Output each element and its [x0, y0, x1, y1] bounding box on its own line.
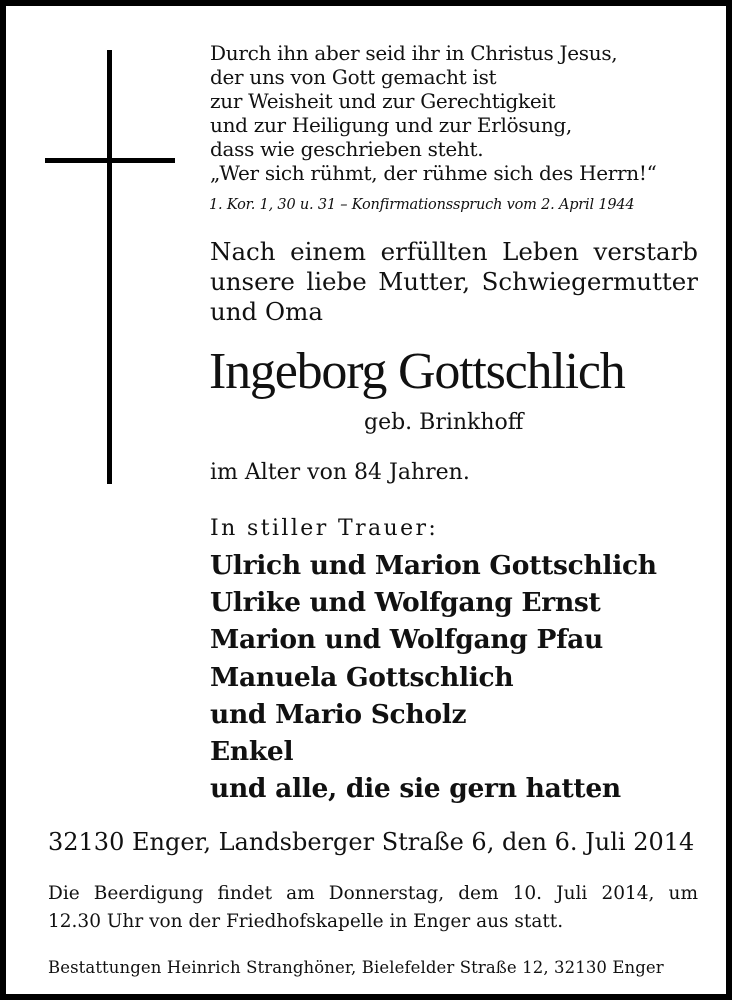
- verse-line: und zur Heiligung und zur Erlösung,: [210, 113, 572, 137]
- verse-line: Durch ihn aber seid ihr in Christus Jesus,: [210, 41, 618, 65]
- mourner-entry: Manuela Gottschlich: [210, 661, 514, 693]
- funeral-line: 12.30 Uhr von der Friedhofskapelle in Enger aus statt.: [48, 911, 564, 932]
- mourners-list: [210, 547, 657, 807]
- mourner-entry: und Mario Scholz: [210, 698, 467, 730]
- announcement-intro: [210, 237, 698, 327]
- cross-icon: [107, 50, 112, 484]
- maiden-name: geb. Brinkhoff: [364, 410, 524, 435]
- deceased-name: Ingeborg Gottschlich: [209, 343, 625, 400]
- mourner-entry: Marion und Wolfgang Pfau: [210, 624, 604, 656]
- verse-line: dass wie geschrieben steht.: [210, 137, 484, 161]
- bible-verse: [210, 41, 657, 185]
- funeral-info: [48, 880, 698, 936]
- undertaker-info: Bestattungen Heinrich Stranghöner, Bielefelder Straße 12, 32130 Enger: [48, 958, 664, 977]
- mourner-entry: Ulrich und Marion Gottschlich: [210, 550, 657, 581]
- cross-icon-crossbar: [45, 158, 175, 163]
- intro-line: und Oma: [210, 297, 323, 326]
- verse-reference: 1. Kor. 1, 30 u. 31 – Konfirmationsspruch vom 2. April 1944: [209, 197, 635, 213]
- verse-line: zur Weisheit und zur Gerechtigkeit: [210, 89, 556, 113]
- mourning-heading: In stiller Trauer:: [210, 516, 439, 541]
- mourner-entry: Ulrike und Wolfgang Ernst: [210, 587, 601, 619]
- mourner-entry: und alle, die sie gern hatten: [210, 773, 621, 805]
- mourner-entry: Enkel: [210, 735, 294, 767]
- verse-line: der uns von Gott gemacht ist: [210, 65, 497, 89]
- funeral-line: Die Beerdigung findet am Donnerstag, dem 10. Juli 2014, um: [48, 883, 698, 904]
- intro-line: unsere liebe Mutter, Schwiegermutter: [210, 267, 698, 296]
- intro-line: Nach einem erfüllten Leben verstarb: [210, 237, 698, 266]
- place-and-date: 32130 Enger, Landsberger Straße 6, den 6. Juli 2014: [48, 828, 695, 856]
- verse-line: „Wer sich rühmt, der rühme sich des Herrn!“: [210, 161, 657, 185]
- age-at-death: im Alter von 84 Jahren.: [210, 460, 470, 485]
